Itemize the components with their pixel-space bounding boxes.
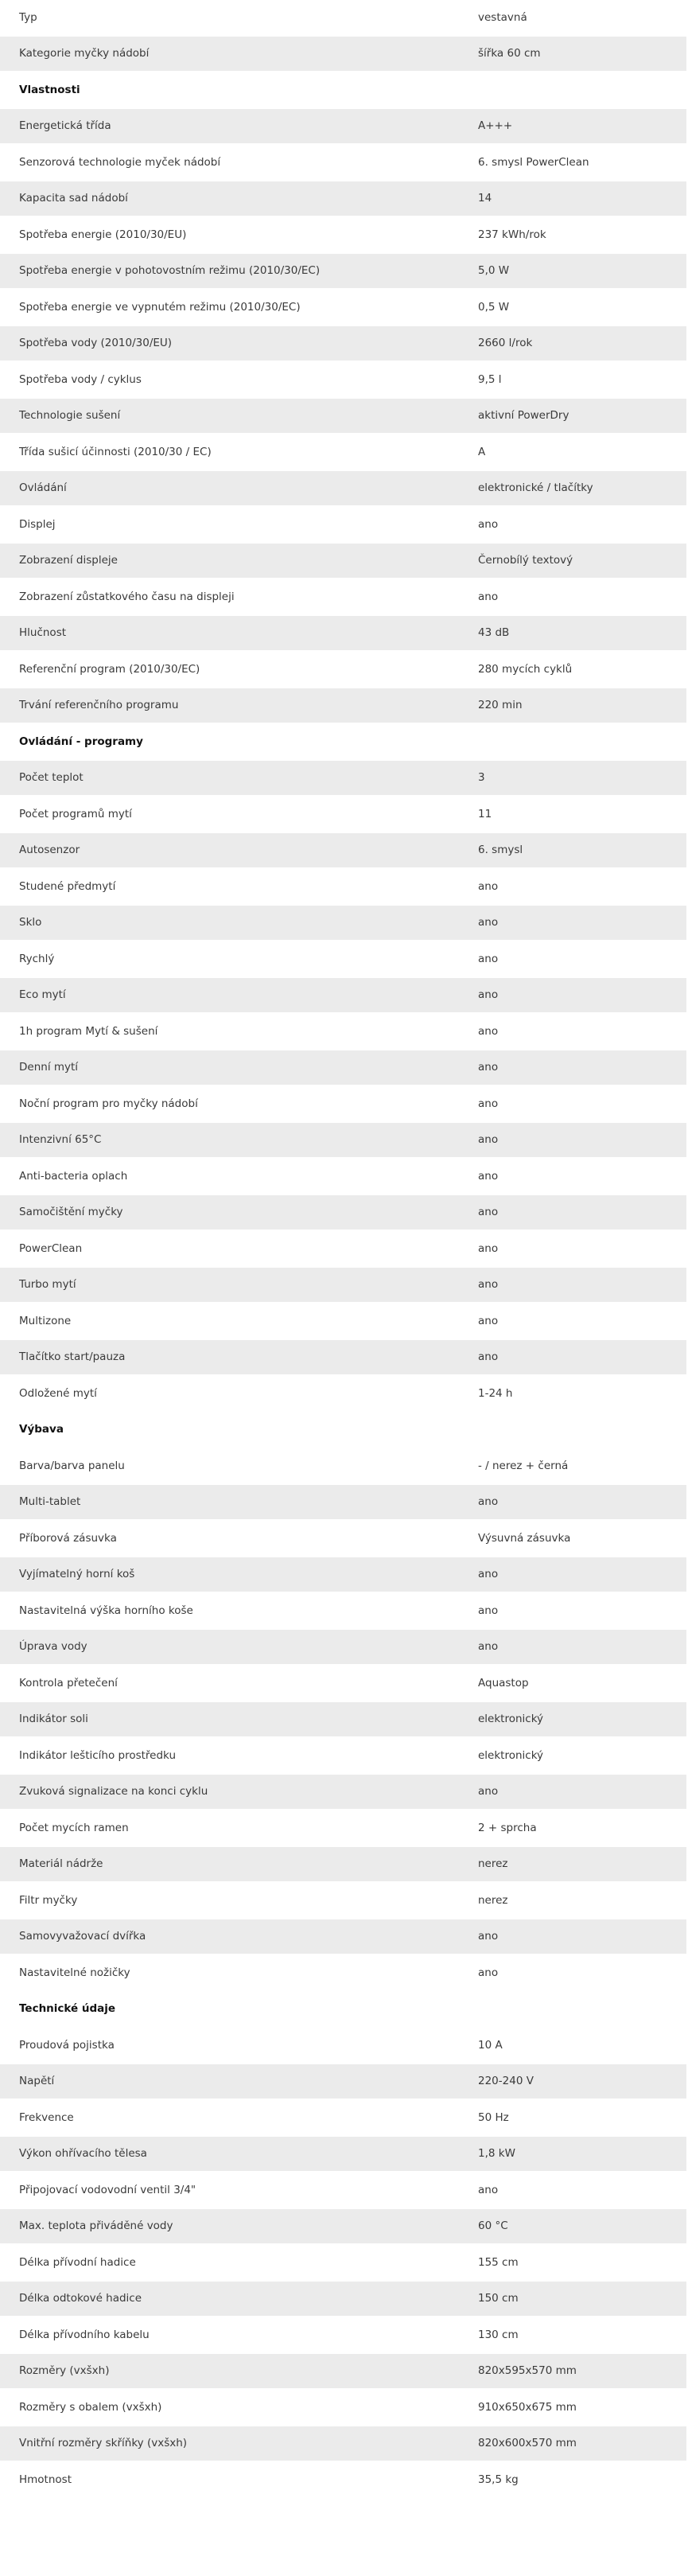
spec-value: ano: [478, 517, 499, 531]
spec-label: Turbo mytí: [19, 1278, 76, 1292]
spec-label: Multi-tablet: [19, 1495, 81, 1509]
spec-label: Materiál nádrže: [19, 1857, 103, 1871]
spec-label: Filtr myčky: [19, 1893, 78, 1907]
spec-label: Nastavitelné nožičky: [19, 1966, 130, 1979]
spec-row: [0, 217, 686, 254]
spec-row: [0, 2173, 686, 2209]
spec-label: Hmotnost: [19, 2473, 72, 2486]
spec-row: [0, 2137, 686, 2173]
spec-row: [0, 1086, 686, 1123]
spec-label: Intenzivní 65°C: [19, 1133, 102, 1147]
spec-label: Vyjímatelný horní koš: [19, 1568, 135, 1581]
spec-row: [0, 869, 686, 906]
spec-row: [0, 797, 686, 833]
spec-row: [0, 906, 686, 942]
spec-row: [0, 2390, 686, 2426]
spec-row: [0, 1268, 686, 1304]
spec-value: ano: [478, 1966, 499, 1979]
spec-label: Barva/barva panelu: [19, 1459, 125, 1472]
spec-row: [0, 399, 686, 435]
spec-value: 14: [478, 192, 492, 205]
spec-label: Proudová pojistka: [19, 2038, 115, 2052]
spec-row: [0, 2426, 686, 2463]
spec-label: Kontrola přetečení: [19, 1676, 118, 1689]
spec-value: nerez: [478, 1893, 508, 1907]
spec-value: ano: [478, 1785, 499, 1799]
spec-row: [0, 2282, 686, 2318]
spec-value: 220 min: [478, 699, 523, 712]
spec-value: A+++: [478, 119, 513, 133]
spec-row: [0, 0, 686, 37]
spec-label: Denní mytí: [19, 1061, 79, 1074]
spec-row: [0, 1448, 686, 1485]
spec-label: Samovyvažovací dvířka: [19, 1930, 146, 1943]
spec-label: Indikátor lešticího prostředku: [19, 1748, 177, 1762]
section-header: [0, 1413, 686, 1449]
spec-label: Počet mycích ramen: [19, 1821, 129, 1834]
spec-label: Počet teplot: [19, 771, 84, 785]
spec-row: [0, 1630, 686, 1666]
spec-label: Tlačítko start/pauza: [19, 1350, 126, 1364]
section-header: [0, 1992, 686, 2028]
spec-value: 910x650x675 mm: [478, 2400, 577, 2414]
spec-value: ano: [478, 1241, 499, 1255]
spec-label: Typ: [19, 10, 37, 24]
spec-label: Eco mytí: [19, 988, 66, 1002]
spec-label: Zvuková signalizace na konci cyklu: [19, 1785, 208, 1799]
spec-label: Napětí: [19, 2075, 55, 2088]
spec-row: [0, 1738, 686, 1775]
spec-value: ano: [478, 879, 499, 893]
spec-value: nerez: [478, 1857, 508, 1871]
spec-label: Připojovací vodovodní ventil 3/4": [19, 2183, 196, 2196]
spec-label: Referenční program (2010/30/EC): [19, 662, 200, 676]
spec-value: ano: [478, 1133, 499, 1147]
spec-row: [0, 1593, 686, 1630]
spec-row: [0, 1050, 686, 1087]
spec-row: [0, 1485, 686, 1522]
spec-value: 155 cm: [478, 2255, 519, 2269]
spec-value: 11: [478, 807, 492, 820]
spec-value: ano: [478, 1206, 499, 1219]
spec-row: [0, 326, 686, 363]
spec-label: Délka přívodního kabelu: [19, 2328, 150, 2341]
spec-row: [0, 1775, 686, 1811]
spec-value: 6. smysl: [478, 844, 523, 857]
spec-row: [0, 254, 686, 290]
spec-value: 60 °C: [478, 2219, 508, 2233]
spec-value: ano: [478, 2183, 499, 2196]
spec-row: [0, 1195, 686, 1232]
spec-label: Hlučnost: [19, 626, 67, 640]
spec-row: [0, 109, 686, 146]
spec-label: Technologie sušení: [19, 409, 121, 423]
spec-label: Spotřeba energie v pohotovostním režimu (2010/30/EC): [19, 264, 321, 278]
spec-label: 1h program Mytí & sušení: [19, 1024, 158, 1038]
spec-row: [0, 652, 686, 688]
spec-value: ano: [478, 988, 499, 1002]
spec-row: [0, 1159, 686, 1195]
spec-row: [0, 544, 686, 580]
spec-label: Spotřeba vody (2010/30/EU): [19, 337, 173, 350]
spec-row: [0, 688, 686, 725]
spec-label: Multizone: [19, 1314, 72, 1327]
spec-row: [0, 579, 686, 616]
spec-label: Vnitřní rozměry skříňky (vxšxh): [19, 2437, 188, 2450]
spec-row: [0, 2462, 686, 2499]
spec-value: ano: [478, 1930, 499, 1943]
spec-value: ano: [478, 952, 499, 965]
spec-value: ano: [478, 1495, 499, 1509]
spec-label: Nastavitelná výška horního koše: [19, 1604, 193, 1617]
spec-label: Kapacita sad nádobí: [19, 192, 128, 205]
spec-label: Zobrazení displeje: [19, 554, 118, 567]
spec-label: Kategorie myčky nádobí: [19, 47, 150, 60]
spec-value: 9,5 l: [478, 372, 502, 386]
spec-row: [0, 1883, 686, 1919]
spec-label: Rozměry s obalem (vxšxh): [19, 2400, 162, 2414]
spec-value: 150 cm: [478, 2292, 519, 2305]
spec-label: Ovládání: [19, 481, 67, 495]
spec-value: ano: [478, 1024, 499, 1038]
spec-row: [0, 435, 686, 471]
section-title: Technické údaje: [19, 2002, 116, 2016]
spec-row: [0, 1557, 686, 1594]
section-header: [0, 72, 686, 109]
spec-value: ano: [478, 1640, 499, 1654]
spec-row: [0, 761, 686, 797]
spec-row: [0, 1304, 686, 1340]
spec-label: Délka přívodní hadice: [19, 2255, 136, 2269]
spec-row: [0, 2100, 686, 2137]
spec-label: Energetická třída: [19, 119, 111, 133]
spec-label: Rychlý: [19, 952, 55, 965]
spec-row: [0, 181, 686, 218]
spec-label: Noční program pro myčky nádobí: [19, 1097, 198, 1110]
spec-value: elektronický: [478, 1748, 544, 1762]
section-title: Vlastnosti: [19, 83, 80, 96]
spec-value: 2 + sprcha: [478, 1821, 537, 1834]
spec-row: [0, 290, 686, 326]
spec-value: ano: [478, 1278, 499, 1292]
spec-row: [0, 37, 686, 73]
spec-value: 6. smysl PowerClean: [478, 155, 589, 169]
spec-row: [0, 2245, 686, 2282]
spec-row: [0, 1521, 686, 1557]
spec-label: Počet programů mytí: [19, 807, 132, 820]
spec-value: 820x595x570 mm: [478, 2364, 577, 2378]
spec-row: [0, 507, 686, 544]
spec-value: 0,5 W: [478, 300, 510, 314]
spec-value: Aquastop: [478, 1676, 529, 1689]
spec-label: Zobrazení zůstatkového času na displeji: [19, 590, 235, 603]
spec-value: 280 mycích cyklů: [478, 662, 573, 676]
spec-value: 1,8 kW: [478, 2147, 515, 2161]
spec-value: 220-240 V: [478, 2075, 534, 2088]
spec-label: Rozměry (vxšxh): [19, 2364, 110, 2378]
spec-label: Spotřeba energie (2010/30/EU): [19, 228, 187, 241]
spec-value: ano: [478, 1061, 499, 1074]
spec-value: 35,5 kg: [478, 2473, 519, 2486]
spec-value: Černobílý textový: [478, 554, 573, 567]
spec-label: Spotřeba energie ve vypnutém režimu (2010/30/EC): [19, 300, 301, 314]
section-title: Ovládání - programy: [19, 735, 143, 748]
spec-label: Displej: [19, 517, 56, 531]
spec-value: 50 Hz: [478, 2110, 509, 2124]
section-title: Výbava: [19, 1423, 64, 1436]
spec-value: - / nerez + černá: [478, 1459, 569, 1472]
spec-label: Třída sušicí účinnosti (2010/30 / EC): [19, 445, 212, 458]
spec-row: [0, 1340, 686, 1377]
spec-value: 43 dB: [478, 626, 510, 640]
spec-row: [0, 1810, 686, 1847]
spec-row: [0, 978, 686, 1015]
spec-row: [0, 471, 686, 508]
spec-value: šířka 60 cm: [478, 47, 541, 60]
spec-row: [0, 1919, 686, 1956]
spec-label: Odložené mytí: [19, 1386, 97, 1400]
spec-row: [0, 145, 686, 181]
spec-value: elektronické / tlačítky: [478, 481, 593, 495]
spec-row: [0, 1014, 686, 1050]
spec-label: Studené předmytí: [19, 879, 116, 893]
spec-value: ano: [478, 1097, 499, 1110]
spec-label: Příborová zásuvka: [19, 1531, 117, 1545]
spec-label: Frekvence: [19, 2110, 74, 2124]
spec-value: 130 cm: [478, 2328, 519, 2341]
spec-label: Úprava vody: [19, 1640, 87, 1654]
spec-row: [0, 2354, 686, 2391]
spec-value: ano: [478, 1314, 499, 1327]
spec-value: 2660 l/rok: [478, 337, 533, 350]
spec-value: ano: [478, 590, 499, 603]
spec-value: Výsuvná zásuvka: [478, 1531, 571, 1545]
spec-row: [0, 2064, 686, 2101]
spec-row: [0, 1376, 686, 1413]
spec-value: 1-24 h: [478, 1386, 513, 1400]
spec-label: Anti-bacteria oplach: [19, 1169, 128, 1183]
spec-row: [0, 2209, 686, 2246]
section-header: [0, 724, 686, 761]
spec-row: [0, 1702, 686, 1739]
spec-row: [0, 2028, 686, 2064]
spec-label: Spotřeba vody / cyklus: [19, 372, 142, 386]
spec-row: [0, 362, 686, 399]
spec-value: 3: [478, 771, 485, 785]
spec-row: [0, 2317, 686, 2354]
spec-label: Autosenzor: [19, 844, 80, 857]
spec-value: 10 A: [478, 2038, 503, 2052]
spec-value: ano: [478, 916, 499, 929]
spec-value: ano: [478, 1568, 499, 1581]
spec-value: 820x600x570 mm: [478, 2437, 577, 2450]
spec-label: Výkon ohřívacího tělesa: [19, 2147, 147, 2161]
spec-label: Samočištění myčky: [19, 1206, 123, 1219]
spec-value: vestavná: [478, 10, 527, 24]
spec-value: 237 kWh/rok: [478, 228, 546, 241]
spec-row: [0, 1123, 686, 1159]
spec-value: ano: [478, 1604, 499, 1617]
spec-row: [0, 833, 686, 870]
spec-value: 5,0 W: [478, 264, 510, 278]
spec-label: Senzorová technologie myček nádobí: [19, 155, 221, 169]
spec-label: Sklo: [19, 916, 42, 929]
spec-value: elektronický: [478, 1713, 544, 1726]
spec-row: [0, 941, 686, 978]
spec-value: ano: [478, 1350, 499, 1364]
spec-value: A: [478, 445, 486, 458]
spec-row: [0, 1955, 686, 1992]
spec-label: Délka odtokové hadice: [19, 2292, 142, 2305]
spec-row: [0, 1847, 686, 1884]
spec-row: [0, 616, 686, 653]
spec-label: Indikátor soli: [19, 1713, 88, 1726]
spec-label: Trvání referenčního programu: [19, 699, 179, 712]
spec-label: Max. teplota přiváděné vody: [19, 2219, 173, 2233]
spec-label: PowerClean: [19, 1241, 83, 1255]
spec-row: [0, 1231, 686, 1268]
spec-value: aktivní PowerDry: [478, 409, 569, 423]
spec-value: ano: [478, 1169, 499, 1183]
spec-row: [0, 1666, 686, 1702]
